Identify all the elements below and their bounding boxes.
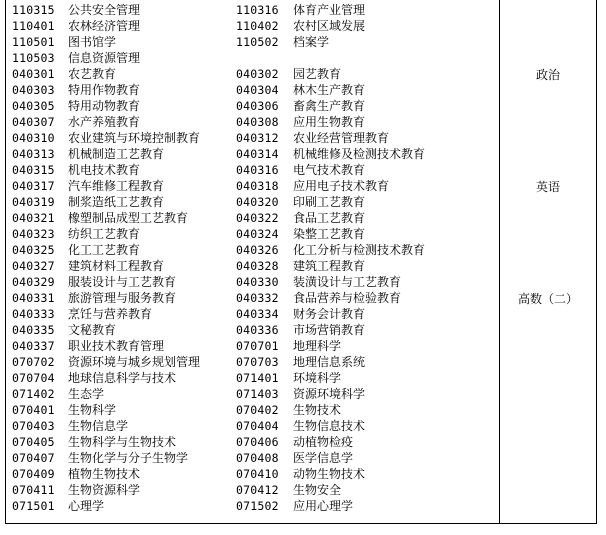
- major-name: 食品营养与检验教育: [293, 291, 402, 305]
- major-code: 040321: [12, 211, 55, 225]
- major-code: 110402: [236, 19, 279, 33]
- major-name: 畜禽生产教育: [293, 99, 366, 113]
- major-code: 040318: [236, 179, 279, 193]
- major-code: 110316: [236, 3, 279, 17]
- major-name: 烹饪与营养教育: [68, 307, 153, 321]
- major-name: 应用生物教育: [293, 115, 366, 129]
- table-row: [12, 226, 492, 242]
- major-code: 040334: [236, 307, 279, 321]
- major-name: 机械制造工艺教育: [68, 147, 165, 161]
- major-name: 心理学: [68, 499, 105, 513]
- major-code: 071401: [236, 371, 279, 385]
- major-code: 040313: [12, 147, 55, 161]
- major-name: 动物生物技术: [293, 467, 366, 481]
- major-code: 040301: [12, 67, 55, 81]
- major-name: 资源环境与城乡规划管理: [68, 355, 201, 369]
- major-name: 图书馆学: [68, 35, 117, 49]
- major-code: 040314: [236, 147, 279, 161]
- major-name: 电气技术教育: [293, 163, 366, 177]
- major-code: 040308: [236, 115, 279, 129]
- major-code: 040312: [236, 131, 279, 145]
- major-code: 070404: [236, 419, 279, 433]
- major-code: 070408: [236, 451, 279, 465]
- major-name: 环境科学: [293, 371, 342, 385]
- table-row: [12, 178, 492, 194]
- major-name: 印刷工艺教育: [293, 195, 366, 209]
- table-row: [12, 130, 492, 146]
- major-code: 040329: [12, 275, 55, 289]
- major-name: 农村区域发展: [293, 19, 366, 33]
- major-name: 生态学: [68, 387, 105, 401]
- major-code: 110401: [12, 19, 55, 33]
- major-code: 070410: [236, 467, 279, 481]
- major-code: 040306: [236, 99, 279, 113]
- major-code: 071501: [12, 499, 55, 513]
- major-name: 应用心理学: [293, 499, 354, 513]
- table-row: [12, 482, 492, 498]
- major-code: 040330: [236, 275, 279, 289]
- major-code: 040327: [12, 259, 55, 273]
- table-row: [12, 34, 492, 50]
- table-row: [12, 242, 492, 258]
- major-name: 地球信息科学与技术: [68, 371, 177, 385]
- major-code: 040305: [12, 99, 55, 113]
- major-name: 生物资源科学: [68, 483, 141, 497]
- table-row: [12, 18, 492, 34]
- table-row: [12, 274, 492, 290]
- major-code: 071502: [236, 499, 279, 513]
- major-code: 110315: [12, 3, 55, 17]
- major-code: 070402: [236, 403, 279, 417]
- table-row: [12, 194, 492, 210]
- table-row: [12, 386, 492, 402]
- major-name: 动植物检疫: [293, 435, 354, 449]
- major-code: 070412: [236, 483, 279, 497]
- major-code: 070411: [12, 483, 55, 497]
- table-row: [12, 66, 492, 82]
- table-row: [12, 418, 492, 434]
- table-row: [12, 258, 492, 274]
- major-name: 文秘教育: [68, 323, 117, 337]
- major-code: 040322: [236, 211, 279, 225]
- major-name: 档案学: [293, 35, 330, 49]
- major-code: 071402: [12, 387, 55, 401]
- major-code: 040310: [12, 131, 55, 145]
- major-name: 地理科学: [293, 339, 342, 353]
- table-row: [12, 498, 492, 514]
- table-row: [12, 82, 492, 98]
- major-code: 040337: [12, 339, 55, 353]
- major-code: 040304: [236, 83, 279, 97]
- major-code: 040325: [12, 243, 55, 257]
- major-code: 040335: [12, 323, 55, 337]
- major-name: 农业经营管理教育: [293, 131, 390, 145]
- major-name: 园艺教育: [293, 67, 342, 81]
- major-name: 服装设计与工艺教育: [68, 275, 177, 289]
- table-row: [12, 370, 492, 386]
- major-code: 110501: [12, 35, 55, 49]
- major-code: 040316: [236, 163, 279, 177]
- major-name: 食品工艺教育: [293, 211, 366, 225]
- major-code: 070406: [236, 435, 279, 449]
- table-row: [12, 146, 492, 162]
- major-code: 071403: [236, 387, 279, 401]
- table-row: [12, 434, 492, 450]
- table-row: [12, 210, 492, 226]
- table-row: [12, 2, 492, 18]
- major-name: 财务会计教育: [293, 307, 366, 321]
- major-name: 生物科学与生物技术: [68, 435, 177, 449]
- major-name: 职业技术教育管理: [68, 339, 165, 353]
- major-code: 040328: [236, 259, 279, 273]
- major-code: 070704: [12, 371, 55, 385]
- major-name: 特用作物教育: [68, 83, 141, 97]
- major-code: 070702: [12, 355, 55, 369]
- major-name: 纺织工艺教育: [68, 227, 141, 241]
- major-code: 040336: [236, 323, 279, 337]
- subject-politics: 政治: [535, 68, 560, 82]
- major-name: 地理信息系统: [293, 355, 366, 369]
- major-name: 制浆造纸工艺教育: [68, 195, 165, 209]
- major-name: 机电技术教育: [68, 163, 141, 177]
- major-code: 040319: [12, 195, 55, 209]
- table-row: [12, 162, 492, 178]
- major-name: 染整工艺教育: [293, 227, 366, 241]
- major-code: 070703: [236, 355, 279, 369]
- major-code: 040302: [236, 67, 279, 81]
- major-code: 040333: [12, 307, 55, 321]
- major-name: 生物信息技术: [293, 419, 366, 433]
- major-name: 市场营销教育: [293, 323, 366, 337]
- major-code: 040315: [12, 163, 55, 177]
- major-code: 040331: [12, 291, 55, 305]
- subject-english: 英语: [535, 180, 560, 194]
- major-code: 070409: [12, 467, 55, 481]
- table-row: [12, 98, 492, 114]
- major-code: 040317: [12, 179, 55, 193]
- table-row: [12, 322, 492, 338]
- major-name: 机械维修及检测技术教育: [293, 147, 426, 161]
- major-name: 农业建筑与环境控制教育: [68, 131, 201, 145]
- major-code: 070403: [12, 419, 55, 433]
- major-name: 资源环境科学: [293, 387, 366, 401]
- major-code: 070701: [236, 339, 279, 353]
- major-name: 旅游管理与服务教育: [68, 291, 177, 305]
- major-name: 农林经济管理: [68, 19, 141, 33]
- major-name: 化工分析与检测技术教育: [293, 243, 426, 257]
- major-name: 水产养殖教育: [68, 115, 141, 129]
- major-name: 特用动物教育: [68, 99, 141, 113]
- major-name: 生物技术: [293, 403, 342, 417]
- table-row: [12, 450, 492, 466]
- major-name: 信息资源管理: [68, 51, 141, 65]
- major-name: 应用电子技术教育: [293, 179, 390, 193]
- table-row: [12, 466, 492, 482]
- major-code: 070405: [12, 435, 55, 449]
- major-code: 040303: [12, 83, 55, 97]
- major-name: 体育产业管理: [293, 3, 366, 17]
- major-code: 040332: [236, 291, 279, 305]
- major-code: 110503: [12, 51, 55, 65]
- table-row: [12, 50, 492, 66]
- table-row: [12, 290, 492, 306]
- major-code: 070407: [12, 451, 55, 465]
- major-name: 橡塑制品成型工艺教育: [68, 211, 189, 225]
- subject-math: 高数（二）: [517, 292, 578, 306]
- major-name: 生物信息学: [68, 419, 129, 433]
- table-row: [12, 402, 492, 418]
- major-code: 040323: [12, 227, 55, 241]
- major-name: 装潢设计与工艺教育: [293, 275, 402, 289]
- major-name: 医学信息学: [293, 451, 354, 465]
- major-name: 化工工艺教育: [68, 243, 141, 257]
- major-code: 040320: [236, 195, 279, 209]
- major-code: 110502: [236, 35, 279, 49]
- table-row: [12, 354, 492, 370]
- major-name: 植物生物技术: [68, 467, 141, 481]
- major-code: 040326: [236, 243, 279, 257]
- major-name: 生物安全: [293, 483, 342, 497]
- table-row: [12, 114, 492, 130]
- major-name: 公共安全管理: [68, 3, 141, 17]
- major-name: 汽车维修工程教育: [68, 179, 165, 193]
- major-name: 农艺教育: [68, 67, 117, 81]
- major-name: 林木生产教育: [293, 83, 366, 97]
- major-name: 建筑工程教育: [293, 259, 366, 273]
- major-code: 040324: [236, 227, 279, 241]
- table-row: [12, 306, 492, 322]
- major-name: 生物科学: [68, 403, 117, 417]
- major-code: 070401: [12, 403, 55, 417]
- major-code: 040307: [12, 115, 55, 129]
- table-row: [12, 338, 492, 354]
- major-name: 生物化学与分子生物学: [68, 451, 189, 465]
- major-name: 建筑材料工程教育: [68, 259, 165, 273]
